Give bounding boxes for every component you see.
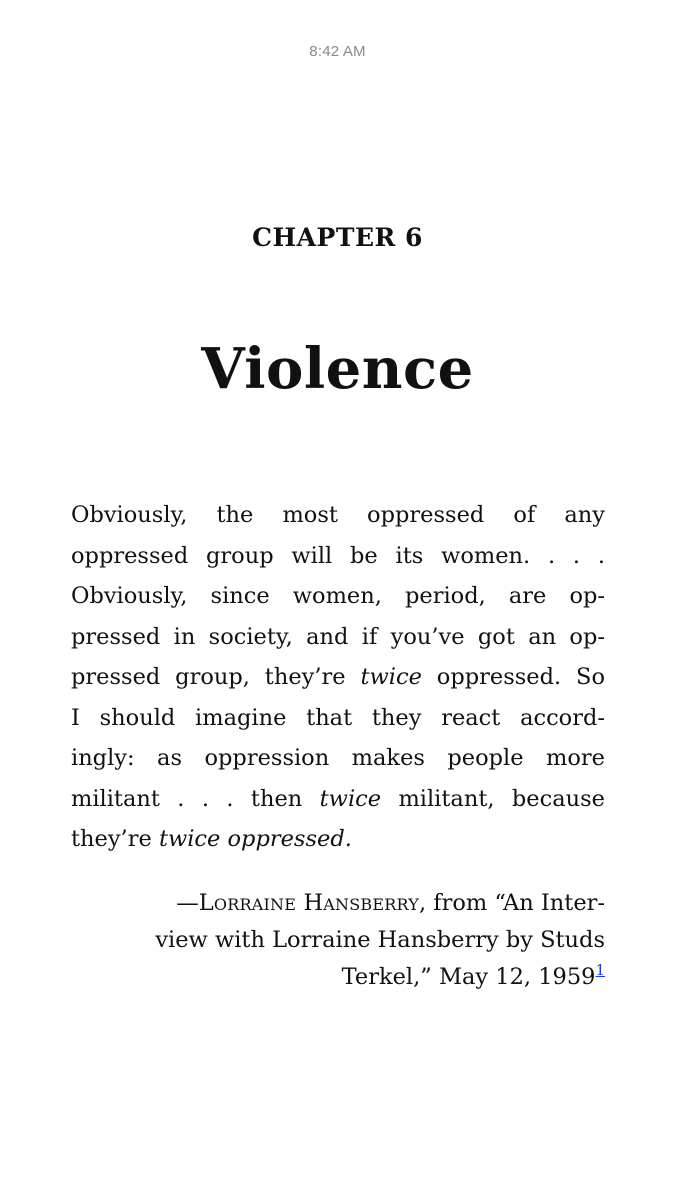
body-text: militant, because: [381, 785, 605, 812]
epigraph-attribution: [71, 885, 605, 996]
epigraph-quote: [71, 495, 605, 860]
epigraph-line: [71, 738, 605, 779]
epigraph-line: [71, 617, 605, 658]
emphasis-text: twice: [360, 664, 422, 690]
emphasis-text: twice oppressed.: [158, 826, 352, 852]
emphasis-text: twice: [319, 785, 382, 812]
epigraph-line: [71, 536, 605, 577]
epigraph-line: [71, 657, 605, 698]
body-text: Obviously, the most oppressed of any: [71, 502, 605, 528]
attribution-date: Terkel,” May 12, 1959: [341, 964, 596, 990]
epigraph-line: [71, 819, 605, 860]
epigraph-line: [71, 576, 605, 617]
body-text: pressed group, they’re: [71, 664, 361, 690]
chapter-title: Violence: [201, 336, 474, 402]
status-bar-time: 8:42 AM: [309, 43, 366, 60]
attribution-source: , from “An Inter-: [418, 890, 605, 916]
body-text: they’re: [71, 826, 159, 852]
body-text: oppressed. So: [421, 664, 605, 690]
attribution-author: Lorraine Hansberry: [198, 890, 419, 916]
body-text: Obviously, since women, period, are op-: [71, 583, 605, 609]
body-text: pressed in society, and if you’ve got an op-: [71, 623, 605, 650]
chapter-label: CHAPTER 6: [252, 223, 423, 252]
epigraph-line: [71, 698, 605, 739]
epigraph-line: [71, 779, 605, 820]
attribution-line: [71, 959, 605, 996]
body-text: militant . . . then: [71, 785, 320, 812]
body-text: ingly: as oppression makes people more: [71, 745, 605, 771]
attribution-line: [71, 885, 605, 922]
body-text: I should imagine that they react accord-: [71, 704, 605, 731]
epigraph-line: [71, 495, 605, 536]
attribution-line: view with Lorraine Hansberry by Studs: [155, 927, 605, 953]
attribution-dash: —: [176, 890, 199, 916]
body-text: oppressed group will be its women. . . .: [71, 542, 605, 569]
footnote-link[interactable]: 1: [595, 961, 605, 979]
